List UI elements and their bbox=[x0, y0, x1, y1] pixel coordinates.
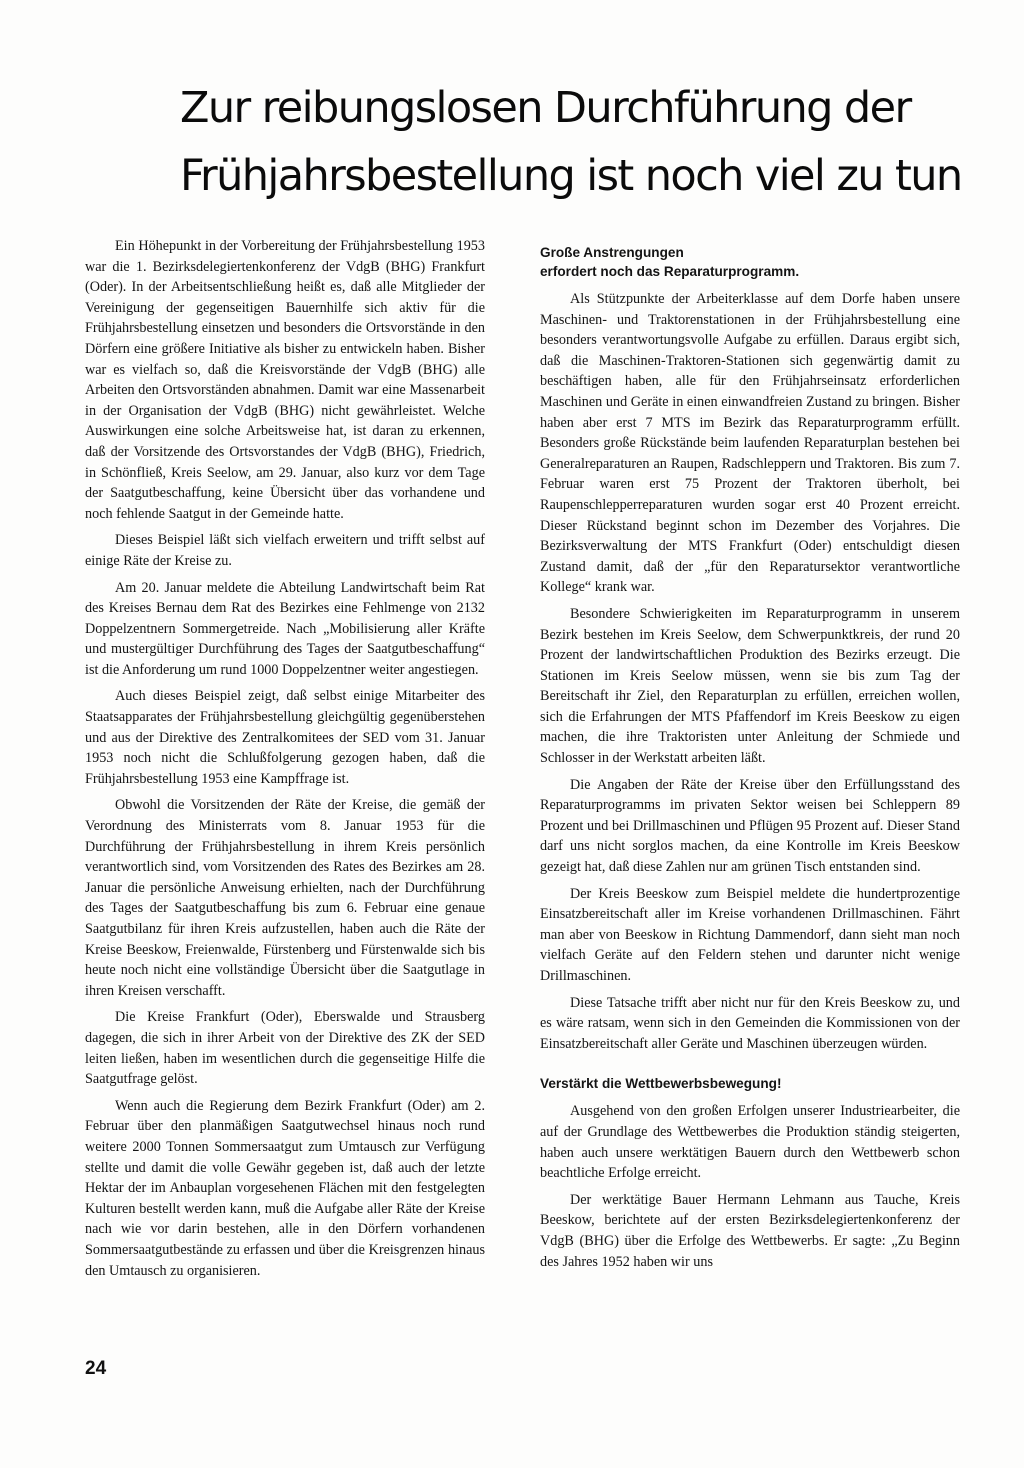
paragraph: Der werktätige Bauer Hermann Lehmann aus Tauche, Kreis Beeskow, berichtete auf der ersten Bezirksdelegiertenkonferenz der VdgB (BHG) über die Erfolge des Wettbewerbs. Er sagte: „Zu Beginn des Jahres 1952 haben wir uns bbox=[540, 1191, 960, 1270]
paragraph: Ein Höhepunkt in der Vorbereitung der Frühjahrsbestellung 1953 war die 1. Bezirksdelegiertenkonferenz der VdgB (BHG) Frankfurt (Oder). In der Arbeitsentschließung heißt es, daß alle Mitglieder der Vereinigung der gegenseitigen Bauernhilfe sich aktiv für die Frühjahrsbestellung einsetzen und besonders die Ortsvorstände in den Dörfern eine größere Initiative als bisher zu entwickeln haben. Bisher war es vielfach so, daß die Kreisvorstände der VdgB (BHG) alle Arbeiten den Ortsvorständen abnahmen. Damit war eine Massenarbeit in der Organisation der VdgB (BHG) nicht gewährleistet. Welche Auswirkungen eine solche Arbeitsweise hat, ist daran zu erkennen, daß der Vorsitzende des Ortsvorstandes der VdgB (BHG), Friedrich, in Schönfließ, Kreis Seelow, am 29. Januar, also kurz vor dem Tage der Saatgutbeschaffung, keine Übersicht über das vorhandene und noch fehlende Saatgut in der Gemeinde hatte. bbox=[85, 238, 485, 522]
headline-line-1: Zur reibungslosen Durchführung der bbox=[180, 83, 911, 133]
paragraph: Dieses Beispiel läßt sich vielfach erweitern und trifft selbst auf einige Räte der Kreise zu. bbox=[85, 532, 485, 569]
article-headline bbox=[180, 74, 980, 210]
paragraph: Die Kreise Frankfurt (Oder), Eberswalde und Strausberg dagegen, die sich in ihrer Arbeit von der Direktive des ZK der SED leiten ließen, haben im wesentlichen durch die gegenseitige Hilfe die Saatgutfrage gelöst. bbox=[85, 1009, 485, 1088]
right-column bbox=[540, 243, 960, 1278]
section-heading-wettbewerb: Verstärkt die Wettbewerbsbewegung! bbox=[540, 1076, 782, 1092]
page-number: 24 bbox=[85, 1358, 107, 1379]
left-column bbox=[85, 236, 485, 1287]
paragraph: Die Angaben der Räte der Kreise über den Erfüllungsstand des Reparaturprogramms im privaten Sektor weisen bei Schleppern 89 Prozent und bei Drillmaschinen und Pflügen 95 Prozent auf. Dieser Stand darf uns nicht sorglos machen, da eine Kontrolle im Kreis Beeskow gezeigt hat, daß diese Zahlen nur am grünen Tisch entstanden sind. bbox=[540, 776, 960, 876]
paragraph: Am 20. Januar meldete die Abteilung Landwirtschaft beim Rat des Kreises Bernau dem Rat des Bezirkes eine Fehlmenge von 2132 Doppelzentnern Sommergetreide. Nach „Mobilisierung aller Kräfte und mustergültiger Durchführung des Tages der Saatgutbeschaffung“ ist die Anforderung um rund 1000 Doppelzentner weiter angestiegen. bbox=[85, 579, 485, 678]
section-heading-reparatur bbox=[540, 243, 960, 281]
headline-line-2: Frühjahrsbestellung ist noch viel zu tun bbox=[180, 151, 962, 201]
paragraph: Auch dieses Beispiel zeigt, daß selbst einige Mitarbeiter des Staatsapparates der Frühjahrsbestellung gleichgültig gegenüberstehen und aus der Direktive des Zentralkomitees der SED vom 31. Januar 1953 noch nicht die Schlußfolgerung gezogen haben, daß die Frühjahrsbestellung 1953 eine Kampffrage ist. bbox=[85, 688, 485, 787]
paragraph: Ausgehend von den großen Erfolgen unserer Industriearbeiter, die auf der Grundlage des Wettbewerbes die Produktion ständig steigerten, haben auch unsere werktätigen Bauern durch den Wettbewerb schon beachtliche Erfolge erreicht. bbox=[540, 1103, 960, 1182]
paragraph: Obwohl die Vorsitzenden der Räte der Kreise, die gemäß der Verordnung des Ministerrats vom 8. Januar 1953 für die Durchführung der Frühjahrsbestellung in ihrem Kreis persönlich verantwortlich sind, vom Vorsitzenden des Rates des Bezirkes am 28. Januar die persönliche Anweisung erhielten, nach der Durchführung des Tages der Saatgutbeschaffung bis zum 6. Februar eine genaue Saatgutbilanz für ihren Kreis aufzustellen, haben auch die Räte der Kreise Beeskow, Freienwalde, Fürstenberg und Fürstenwalde sich bis heute noch nicht eine vollständige Übersicht über die Saatgutlage in ihren Kreisen verschafft. bbox=[85, 797, 485, 999]
section-heading-line: erfordert noch das Reparaturprogramm. bbox=[540, 264, 800, 279]
paragraph: Wenn auch die Regierung dem Bezirk Frankfurt (Oder) am 2. Februar über den planmäßigen Saatgutwechsel hinaus noch rund weitere 2000 Tonnen Sommersaatgut zum Umtausch zur Verfügung stellte und damit die volle Gewähr gegeben ist, daß auch der letzte Hektar der im Anbauplan vorgesehenen Flächen mit den festgelegten Kulturen bestellt werden kann, muß die Aufgabe aller Räte der Kreise nach wie vor darin bestehen, alle in den Dörfern vorhandenen Sommersaatgutbestände zu erfassen und über die Kreisgrenzen hinaus den Umtausch zu organisieren. bbox=[85, 1097, 485, 1279]
paragraph: Besondere Schwierigkeiten im Reparaturprogramm in unserem Bezirk bestehen im Kreis Seelow, dem Schwerpunktkreis, der rund 20 Prozent der landwirtschaftlichen Produktion des Bezirks erzeugt. Die Stationen im Kreis Seelow müssen, wenn sie bis zum Tag der Bereitschaft ihr Ziel, den Reparaturplan zu erfüllen, erreichen wollen, sich die Erfahrungen der MTS Pfaffendorf im Kreis Beeskow zu eigen machen, die ihre Traktoristen unter Anleitung der Schmiede und Schlosser in der Werkstatt arbeiten läßt. bbox=[540, 605, 960, 767]
paragraph: Der Kreis Beeskow zum Beispiel meldete die hundertprozentige Einsatzbereitschaft aller im Kreise vorhandenen Drillmaschinen. Fährt man aber von Beeskow in Richtung Dammendorf, dann sieht man noch vielfach Geräte auf den Feldern stehen und darunter nicht wenige Drillmaschinen. bbox=[540, 885, 960, 984]
paragraph: Als Stützpunkte der Arbeiterklasse auf dem Dorfe haben unsere Maschinen- und Traktorenstationen in der Frühjahrsbestellung eine besonders verantwortungsvolle Aufgabe zu erfüllen. Daraus ergibt sich, daß die Maschinen-Traktoren-Stationen sich gegenwärtig damit zu beschäftigen haben, alle für den Frühjahrseinsatz erforderlichen Maschinen und Geräte in einen einwandfreien Zustand zu bringen. Bisher haben aber erst 7 MTS im Bezirk das Reparaturprogramm erfüllt. Besonders große Rückstände beim laufenden Reparaturplan bestehen bei Generalreparaturen an Raupen, Radschleppern und Traktoren. Bis zum 7. Februar waren erst 75 Prozent der Traktoren überholt, bei Raupenschlepperreparaturen wurden sogar erst 40 Prozent erreicht. Dieser Rückstand beginnt schon im Dezember des Vorjahres. Die Bezirksverwaltung der MTS Frankfurt (Oder) entschuldigt diesen Zustand damit, daß der „für den Reparatursektor verantwortliche Kollege“ krank war. bbox=[540, 291, 960, 596]
section-heading-line: Große Anstrengungen bbox=[540, 245, 684, 260]
paragraph: Diese Tatsache trifft aber nicht nur für den Kreis Beeskow zu, und es wäre ratsam, wenn sich in den Gemeinden die Kommissionen von der Einsatzbereitschaft aller Geräte und Maschinen überzeugen würden. bbox=[540, 994, 960, 1052]
